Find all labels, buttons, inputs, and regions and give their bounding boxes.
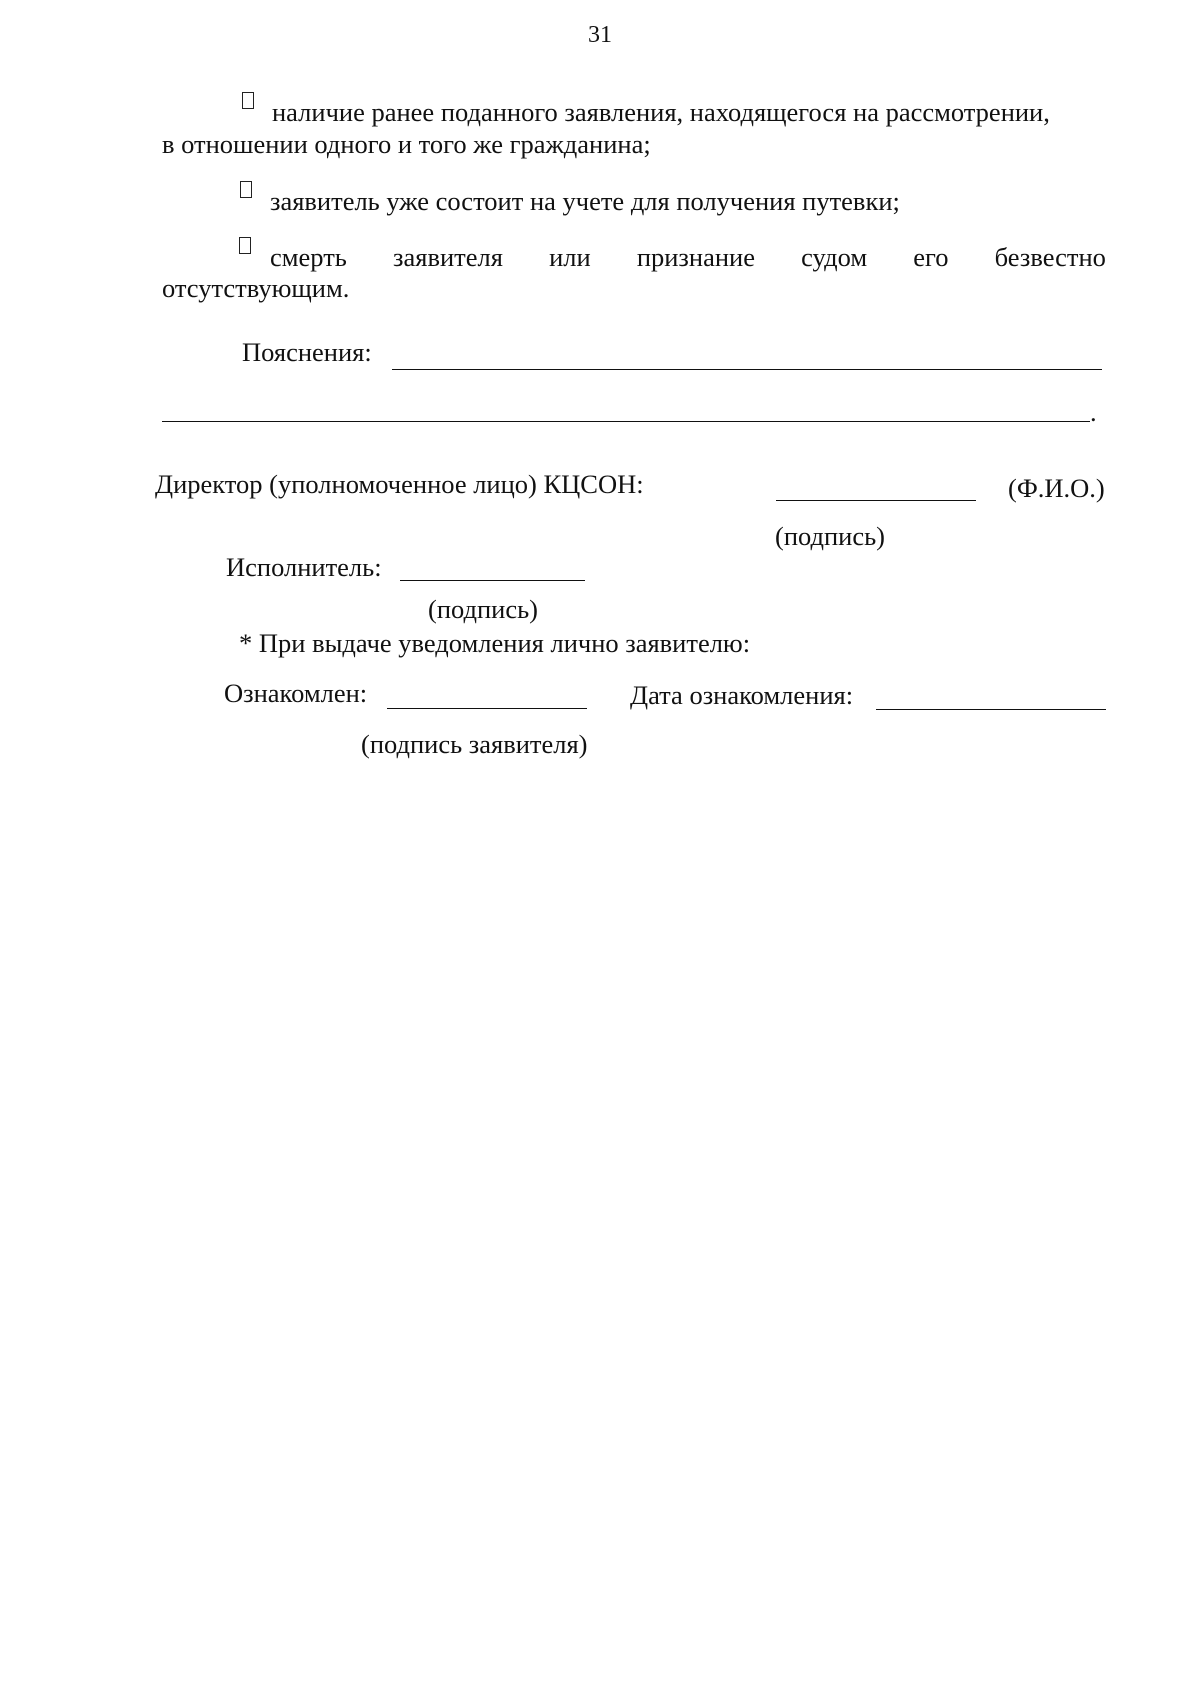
reason-3-checkbox[interactable] bbox=[239, 237, 251, 254]
reason-1-text-line2: в отношении одного и того же гражданина; bbox=[162, 129, 651, 159]
reason-3-word: смерть bbox=[270, 242, 347, 272]
reason-1-text-line1: наличие ранее поданного заявления, находящегося на рассмотрении, bbox=[272, 97, 1050, 127]
acknowledged-label: Ознакомлен: bbox=[224, 678, 368, 708]
explanations-label: Пояснения: bbox=[242, 337, 372, 367]
executor-label: Исполнитель: bbox=[226, 552, 382, 582]
executor-signature-caption: (подпись) bbox=[428, 594, 539, 624]
page-number: 31 bbox=[588, 22, 612, 48]
director-fio-label: (Ф.И.О.) bbox=[1008, 473, 1105, 503]
acknowledgment-date-line[interactable] bbox=[876, 709, 1106, 710]
explanations-line-2[interactable] bbox=[162, 421, 1090, 422]
reason-3-text-line1 bbox=[270, 241, 1106, 273]
explanations-end-mark: . bbox=[1090, 397, 1097, 427]
reason-3-word: судом bbox=[801, 242, 868, 272]
reason-3-word: безвестно bbox=[994, 242, 1106, 272]
reason-3-word: или bbox=[549, 242, 591, 272]
reason-3-text-line2: отсутствующим. bbox=[162, 273, 350, 303]
reason-2-text: заявитель уже состоит на учете для получения путевки; bbox=[270, 186, 900, 216]
reason-3-word: его bbox=[913, 242, 949, 272]
explanations-line-1[interactable] bbox=[392, 369, 1102, 370]
director-label: Директор (уполномоченное лицо) КЦСОН: bbox=[155, 469, 644, 499]
director-signature-caption: (подпись) bbox=[775, 521, 886, 551]
reason-3-word: признание bbox=[636, 242, 755, 272]
acknowledged-signature-line[interactable] bbox=[387, 708, 587, 709]
executor-signature-line[interactable] bbox=[400, 580, 585, 581]
reason-1-checkbox[interactable] bbox=[242, 92, 254, 109]
reason-3-word: заявителя bbox=[393, 242, 503, 272]
director-signature-line[interactable] bbox=[776, 500, 976, 501]
reason-2-checkbox[interactable] bbox=[240, 181, 252, 198]
personal-delivery-note: * При выдаче уведомления лично заявителю: bbox=[239, 628, 751, 658]
acknowledgment-date-label: Дата ознакомления: bbox=[630, 680, 854, 710]
acknowledged-signature-caption: (подпись заявителя) bbox=[361, 729, 588, 759]
